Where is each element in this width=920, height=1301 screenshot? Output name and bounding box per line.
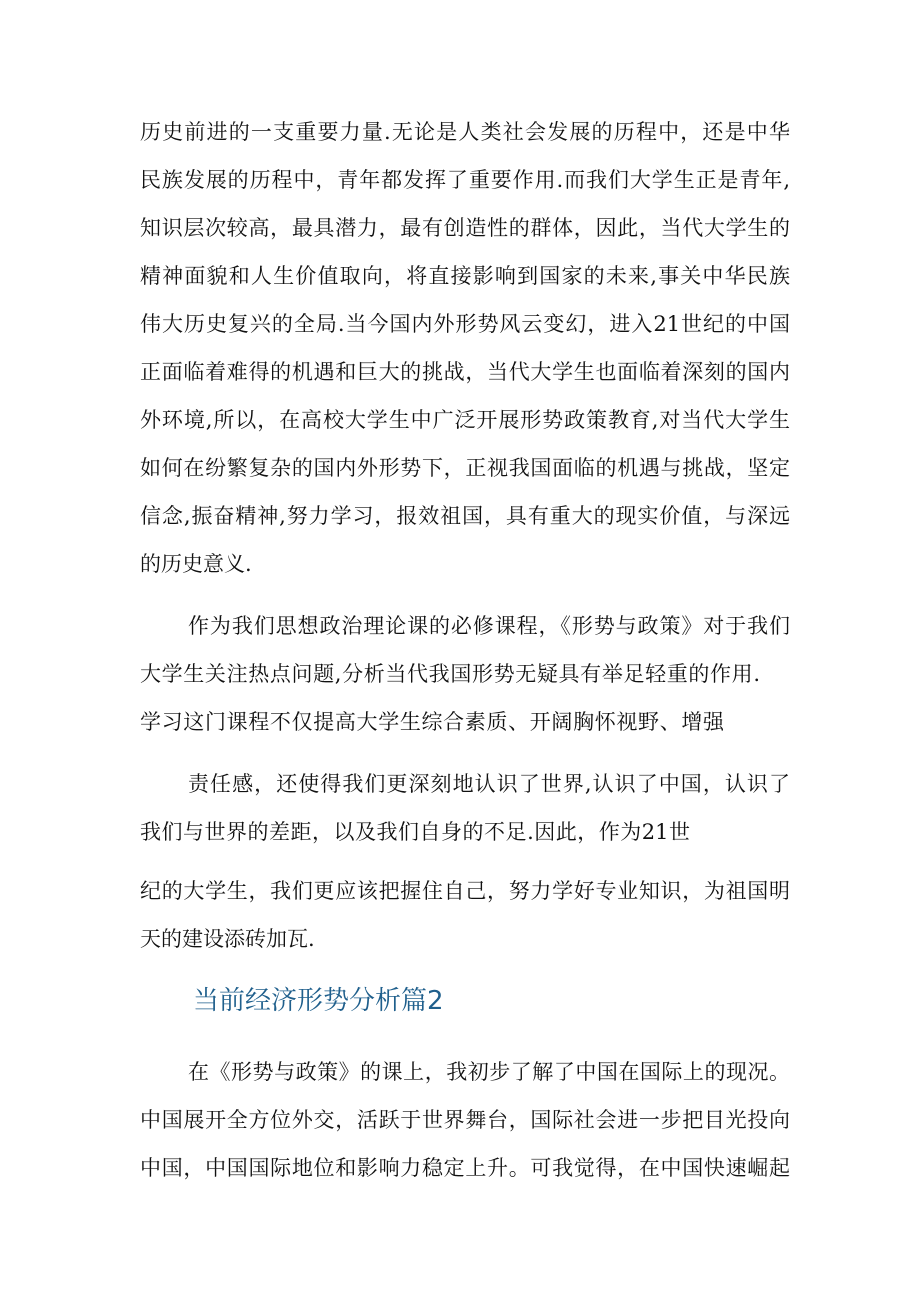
paragraph1-line: 伟大历史复兴的全局.当今国内外形势风云变幻，进入21世纪的中国 [140,312,790,336]
paragraph1-line: 如何在纷繁复杂的国内外形势下，正视我国面临的机遇与挑战，坚定 [140,456,790,480]
paragraph2-line: 作为我们思想政治理论课的必修课程，《形势与政策》对于我们 [188,614,790,638]
paragraph1-line: 的历史意义. [140,552,252,576]
paragraph3-line: 天的建设添砖加瓦. [140,927,315,951]
paragraph1-line: 知识层次较高，最具潜力，最有创造性的群体，因此，当代大学生的 [140,216,790,240]
paragraph1-line: 民族发展的历程中，青年都发挥了重要作用.而我们大学生正是青年, [140,168,790,192]
paragraph4-line: 中国展开全方位外交，活跃于世界舞台，国际社会进一步把目光投向 [140,1108,790,1132]
paragraph3-line: 纪的大学生，我们更应该把握住自己，努力学好专业知识，为祖国明 [140,879,790,903]
paragraph1-line: 精神面貌和人生价值取向，将直接影响到国家的未来,事关中华民族 [140,264,790,288]
section-heading: 当前经济形势分析篇2 [193,986,444,1016]
paragraph4-line: 在《形势与政策》的课上，我初步了解了中国在国际上的现况。 [188,1060,790,1084]
paragraph2-line: 学习这门课程不仅提高大学生综合素质、开阔胸怀视野、增强 [140,710,724,734]
paragraph4-line: 中国，中国国际地位和影响力稳定上升。可我觉得，在中国快速崛起 [140,1156,790,1180]
paragraph1-line: 外环境,所以，在高校大学生中广泛开展形势政策教育,对当代大学生 [140,408,790,432]
paragraph3-line: 我们与世界的差距，以及我们自身的不足.因此，作为21世 [140,820,690,844]
paragraph1-line: 历史前进的一支重要力量.无论是人类社会发展的历程中，还是中华 [140,120,790,144]
paragraph1-line: 正面临着难得的机遇和巨大的挑战，当代大学生也面临着深刻的国内 [140,360,790,384]
paragraph1-line: 信念,振奋精神,努力学习，报效祖国，具有重大的现实价值，与深远 [140,504,790,528]
paragraph3-line: 责任感，还使得我们更深刻地认识了世界,认识了中国，认识了 [188,772,790,796]
paragraph2-line: 大学生关注热点问题,分析当代我国形势无疑具有举足轻重的作用. [140,662,760,686]
